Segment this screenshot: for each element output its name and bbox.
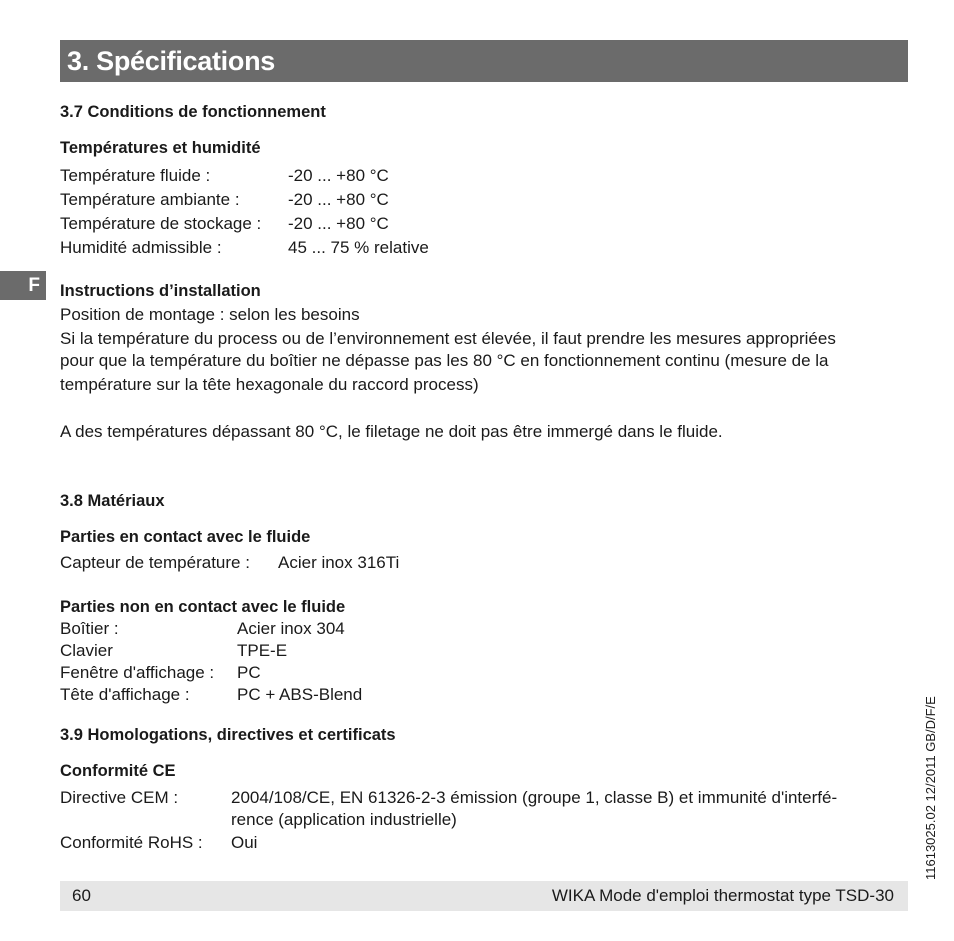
- cem-value-line: 2004/108/CE, EN 61326-2-3 émission (groupe 1, classe B) et immunité d'interfé-: [231, 788, 838, 807]
- section-header-bar: [60, 40, 908, 82]
- spec-value: 45 ... 75 % relative: [288, 238, 429, 257]
- spec-label: Température fluide :: [60, 166, 211, 185]
- rohs-value: Oui: [231, 833, 258, 852]
- spec-value: -20 ... +80 °C: [288, 190, 389, 209]
- contact-parts-heading: Parties en contact avec le fluide: [60, 528, 311, 546]
- material-value: Acier inox 316Ti: [278, 553, 400, 572]
- installation-line: pour que la température du boîtier ne dépasse pas les 80 °C en fonctionnement continu (mesure de la: [60, 351, 829, 370]
- rohs-label: Conformité RoHS :: [60, 833, 203, 852]
- material-value: PC: [237, 663, 261, 682]
- material-value: TPE-E: [237, 641, 288, 660]
- spec-label: Température ambiante :: [60, 190, 240, 209]
- noncontact-parts-heading: Parties non en contact avec le fluide: [60, 598, 346, 616]
- spec-value: -20 ... +80 °C: [288, 214, 389, 233]
- material-label: Clavier: [60, 641, 113, 660]
- material-label: Tête d'affichage :: [60, 685, 190, 704]
- spec-value: -20 ... +80 °C: [288, 166, 389, 185]
- material-value: Acier inox 304: [237, 619, 345, 638]
- material-label: Fenêtre d'affichage :: [60, 663, 215, 682]
- spec-label: Température de stockage :: [60, 214, 262, 233]
- installation-note: A des températures dépassant 80 °C, le filetage ne doit pas être immergé dans le fluide.: [60, 422, 723, 441]
- section-3-8-heading: 3.8 Matériaux: [60, 492, 165, 510]
- document-title: WIKA Mode d'emploi thermostat type TSD-30: [551, 886, 894, 905]
- material-label: Boîtier :: [60, 619, 119, 638]
- cem-label: Directive CEM :: [60, 788, 179, 807]
- cem-value-line: rence (application industrielle): [231, 810, 457, 829]
- footer-bar: [60, 881, 908, 911]
- document-code: 11613025.02 12/2011 GB/D/F/E: [923, 696, 938, 880]
- page-title: 3. Spécifications: [67, 46, 275, 76]
- installation-line: température sur la tête hexagonale du raccord process): [60, 375, 479, 394]
- material-value: PC + ABS-Blend: [237, 685, 363, 704]
- section-3-7-heading: 3.7 Conditions de fonctionnement: [60, 103, 326, 121]
- page-number: 60: [72, 886, 91, 905]
- temperatures-heading: Températures et humidité: [60, 139, 261, 157]
- installation-heading: Instructions d’installation: [60, 282, 261, 300]
- installation-line: Position de montage : selon les besoins: [60, 305, 360, 324]
- material-label: Capteur de température :: [60, 553, 250, 572]
- section-3-9-heading: 3.9 Homologations, directives et certificats: [60, 726, 396, 744]
- ce-heading: Conformité CE: [60, 762, 176, 780]
- language-tab: F: [0, 271, 46, 300]
- installation-line: Si la température du process ou de l’environnement est élevée, il faut prendre les mesures appropriées: [60, 329, 836, 348]
- spec-label: Humidité admissible :: [60, 238, 222, 257]
